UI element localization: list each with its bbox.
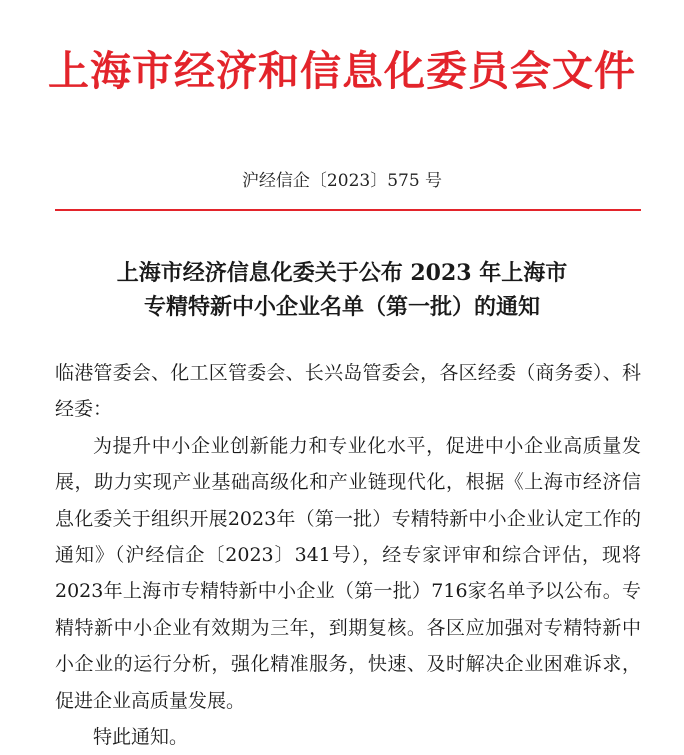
masthead-title: 上海市经济和信息化委员会文件 bbox=[48, 47, 636, 95]
closing-line: 特此通知。 bbox=[93, 726, 189, 749]
document-number: 沪经信企〔2023〕575 号 bbox=[241, 171, 443, 191]
notice-body bbox=[55, 355, 641, 755]
notice-title bbox=[0, 256, 684, 324]
red-divider-line bbox=[55, 209, 641, 211]
notice-title-line-2: 专精特新中小企业名单（第一批）的通知 bbox=[143, 294, 540, 320]
notice-title-line-1: 上海市经济信息化委关于公布 2023 年上海市 bbox=[116, 260, 568, 286]
main-paragraph: 为提升中小企业创新能力和专业化水平，促进中小企业高质量发展，助力实现产业基础高级化和产业链现代化，根据《上海市经济信息化委关于组织开展2023年（第一批）专精特新中小企业认定工作的通知》（沪经信企〔2023〕341号），经专家评审和综合评估，现将2023年上海市专精特新中小企业（第一批）716家名单予以公布。专精特新中小企业有效期为三年，到期复核。各区应加强对专精特新中小企业的运行分析，强化精准服务，快速、及时解决企业困难诉求，促进企业高质量发展。 bbox=[55, 434, 641, 712]
recipients-line: 临港管委会、化工区管委会、长兴岛管委会，各区经委（商务委）、科经委： bbox=[55, 362, 641, 421]
